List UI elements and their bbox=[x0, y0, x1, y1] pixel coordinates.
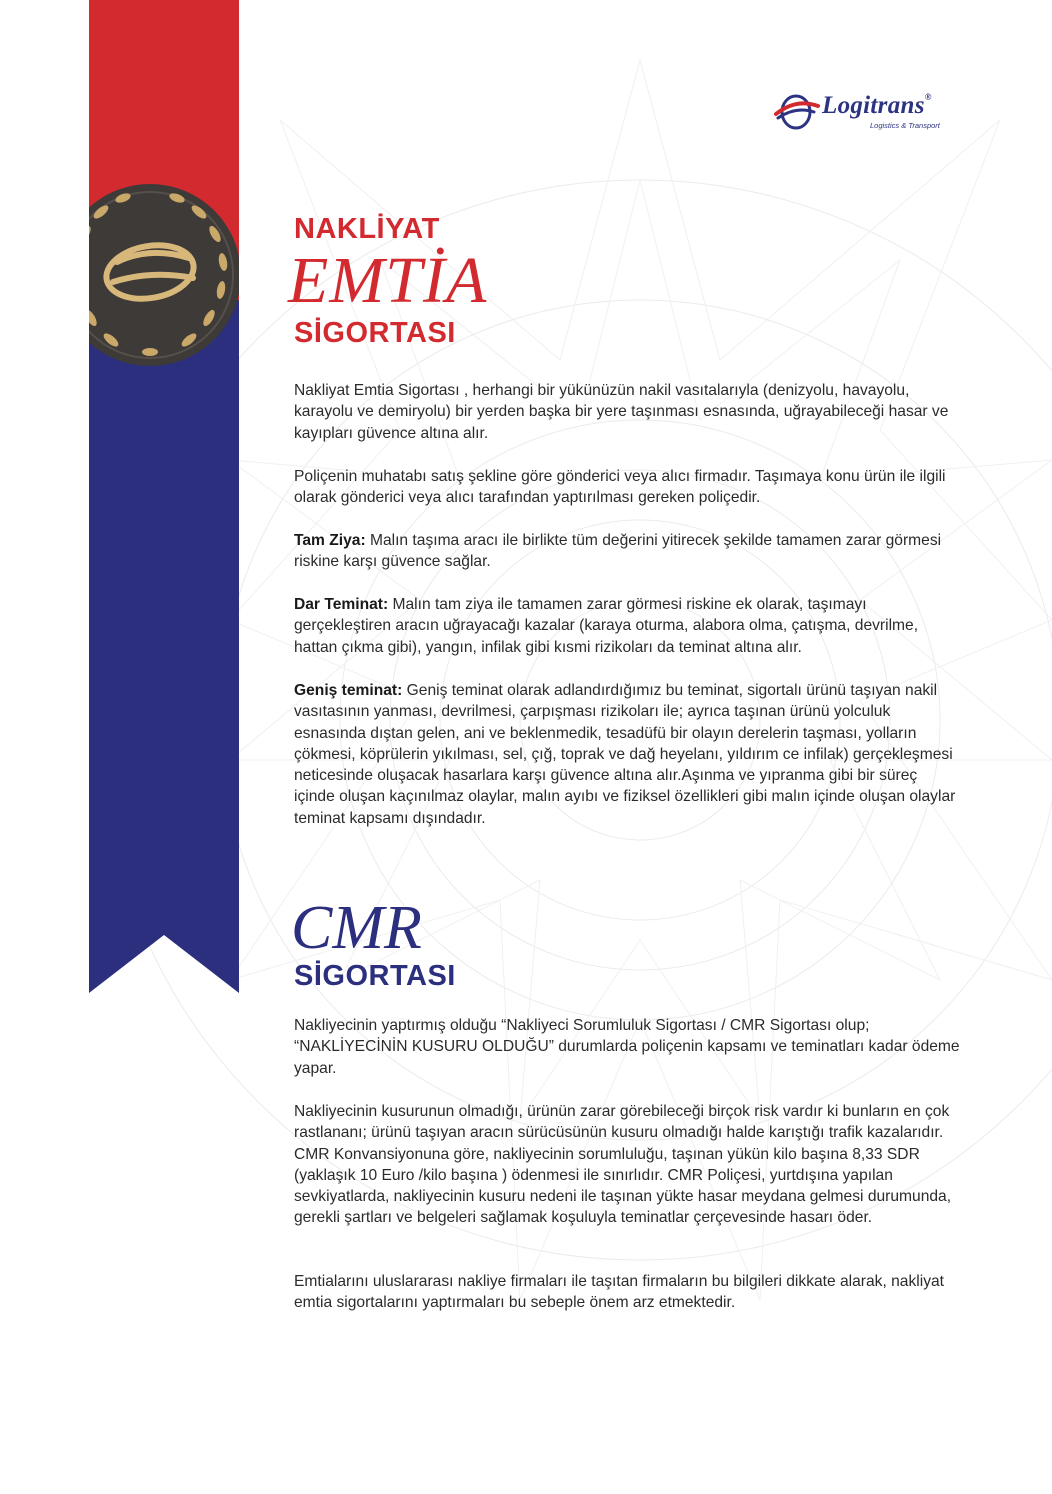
section1-paragraph-dar-teminat: Dar Teminat: Malın tam ziya ile tamamen zarar görmesi riskine ek olarak, taşımayı gerçekleştiren aracın uğrayacağı kazalar (karaya oturma, alabora olma, çatışma, devrilme, hattan çıkma gibi), yangın, infilak gibi kısmi rizikoları da teminat altına alır. bbox=[294, 596, 919, 656]
award-ribbon bbox=[89, 0, 239, 993]
term-tam-ziya: Tam Ziya: bbox=[294, 532, 366, 549]
term-genis-teminat: Geniş teminat: bbox=[294, 682, 403, 699]
term-dar-teminat: Dar Teminat: bbox=[294, 596, 389, 613]
section1-heading-line3: SİGORTASI bbox=[294, 317, 456, 349]
section2-paragraph-conclusion: Emtialarını uluslararası nakliye firmaları ile taşıtan firmaların bu bilgileri dikkate alarak, nakliyat emtia sigortalarını yaptırmaları bu sebeple önem arz etmektedir. bbox=[294, 1273, 945, 1312]
section1-heading-line1: NAKLİYAT bbox=[294, 213, 440, 245]
section1-paragraph-intro: Nakliyat Emtia Sigortası , herhangi bir yükünüzün nakil vasıtalarıyla (denizyolu, havayolu, karayolu ve demiryolu) bir yerden başka bir yere taşınması esnasında, uğrayabileceği hasar ve kayıpları güvence altına alır. bbox=[294, 382, 949, 442]
company-logo bbox=[774, 92, 974, 136]
section2-paragraph-intro: Nakliyecinin yaptırmış olduğu “Nakliyeci Sorumluluk Sigortası / CMR Sigortası olup; “NAKLİYECİNİN KUSURU OLDUĞU” durumlarda poliçenin kapsamı ve teminatları kadar ödeme yapar. bbox=[294, 1017, 960, 1077]
section2-heading-cmr: CMR bbox=[291, 894, 422, 962]
globe-swoosh-icon bbox=[774, 92, 820, 132]
section1-paragraph-muhatap: Poliçenin muhatabı satış şekline göre gönderici veya alıcı firmadır. Taşımaya konu ürün ile ilgili olarak gönderici veya alıcı tarafından yaptırılması gereken poliçedir. bbox=[294, 468, 946, 507]
section1-paragraph-genis-teminat: Geniş teminat: Geniş teminat olarak adlandırdığımız bu teminat, sigortalı ürünü taşıyan nakil vasıtasının yanması, devrilmesi, çarpışması rizikoları ile; ayrıca taşınan ürünü yolculuk esnasında dıştan gelen, ani ve beklenmedik, tesadüfü bir olayın derelerin taşması, yolların çökmesi, köprülerin yıkılması, sel, çığ, toprak ve dağ heyelanı, yıldırım ce infilak) gerçekleşmesi neticesinde oluşacak hasarlara karşı güvence altına alır.Aşınma ve yıpranma gibi bir süreç içinde oluşan kaçınılmaz olaylar, malın ayıbı ve fiziksel özellikleri gibi malın içinde oluşan olaylar teminat kapsamı dışındadır. bbox=[294, 682, 956, 827]
section1-paragraph-tam-ziya: Tam Ziya: Malın taşıma aracı ile birlikte tüm değerini yitirecek şekilde tamamen zarar görmesi riskine karşı güvence sağlar. bbox=[294, 532, 942, 571]
registered-mark: ® bbox=[924, 92, 932, 102]
logo-tagline: Logistics & Transport bbox=[870, 121, 940, 130]
section1-heading-emtia: EMTİA bbox=[288, 244, 488, 317]
section2-heading-line2: SİGORTASI bbox=[294, 960, 456, 992]
section2-paragraph-kusur: Nakliyecinin kusurunun olmadığı, ürünün zarar görebileceği birçok risk vardır ki bunların en çok rastlananı; ürünü taşıyan aracın sürücüsünün kusuru olmadığı halde karıştığı trafik kazalarıdır. CMR Konvansiyonuna göre, nakliyecinin sorumluluğu, taşınan yükün kilo başına 8,33 SDR (yaklaşık 10 Euro /kilo başına ) ödenmesi ile sınırlıdır. CMR Poliçesi, yurtdışına yapılan sevkiyatlarda, nakliyecinin kusuru nedeni ile taşınan yükte hasar meydana gelmesi durumunda, gerekli şartları ve belgeleri sağlamak koşuluyla teminatlar çerçevesinde hasarı öder. bbox=[294, 1103, 952, 1227]
logo-wordmark: Logitrans bbox=[822, 92, 925, 119]
